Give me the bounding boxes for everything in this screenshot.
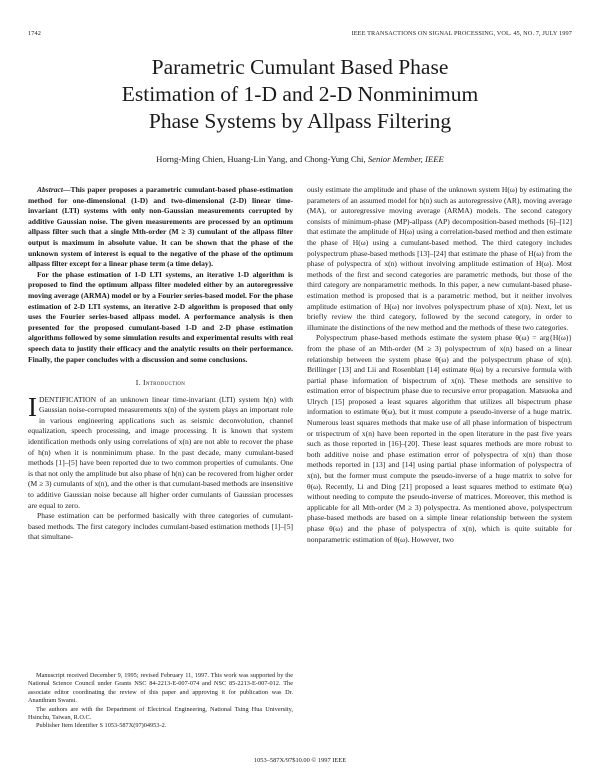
abstract-paragraph: For the phase estimation of 1-D LTI systems, an iterative 1-D algorithm is proposed to find the optimum allpass filter modeled either by an autoregressive moving average (ARMA) model or by a Fourier series-based model. For the phase estimation of 2-D LTI systems, an iterative 2-D algorithm is proposed that only uses the Fourier series-based allpass model. A performance analysis is then presented for the proposed cumulant-based 1-D and 2-D phase estimation algorithms followed by some simulation results and experimental results with real speech data to justify their efficacy and the analytic results on their performance. Finally, the paper concludes with a discussion and some conclusions. xyxy=(28,269,293,364)
journal-header: IEEE TRANSACTIONS ON SIGNAL PROCESSING, VOL. 45, NO. 7, JULY 1997 xyxy=(351,30,572,37)
title-line: Phase Systems by Allpass Filtering xyxy=(148,109,452,133)
section-heading: I. Introduction xyxy=(135,378,186,388)
body-paragraph: Phase estimation can be performed basically with three categories of cumulant-based methods. The first category includes cumulant-based estimation methods [1]–[5] that simultane- xyxy=(28,511,293,542)
author-membership: Senior Member, IEEE xyxy=(367,154,444,164)
paper-title xyxy=(40,54,560,135)
body-paragraph: Polyspectrum phase-based methods estimate the system phase θ(ω) = arg{H(ω)} from the phase of an Mth-order (M ≥ 3) polyspectrum of x(n) based on a linear relationship between the system phase θ(ω) and the polyspectrum phase of x(n). Brillinger [13] and Lii and Rosenblatt [14] estimate θ(ω) by a recursive formula with partial phase information of bispectrum of x(n). These methods are sensitive to estimation error of bispectrum phase due to recursive error propagation. Matsuoka and Ulrych [15] proposed a least squares algorithm that utilizes all bispectrum phase information to estimate θ(ω), but it must compute a pseudo-inverse of a huge matrix. Numerous least squares methods that make use of all phase information of bispectrum or trispectrum of x(n) have been reported in the open literature in the past five years such as those reported in [16]–[20]. These least squares methods are more robust to both additive noise and phase estimation error of polyspectra of x(n) than those methods reported in [13] and [14] using partial phase information of polyspectra of x(n), but the former must compute the pseudo-inverse of a huge matrix to solve for θ(ω). Recently, Li and Ding [21] proposed a least squares method to estimate θ(ω) without needing to compute the pseudo-inverse of matrices. Moreover, this method is applicable for all Mth-order (M ≥ 3) polyspectra. As mentioned above, polyspectrum phase-based methods are based on a simple linear relationship between the system phase θ(ω) and the phase of polyspectra of x(n), which is quite suitable for nonparametric estimation of θ(ω). However, two xyxy=(307,333,572,544)
left-column xyxy=(28,185,293,543)
copyright-footer: 1053–587X/97$10.00 © 1997 IEEE xyxy=(253,757,347,764)
body-paragraph: ously estimate the amplitude and phase of the unknown system H(ω) by estimating the parameters of an assumed model for h(n) such as autoregressive (AR), moving average (MA), or autoregressive moving average (ARMA) models. The second category consists of minimum-phase (MP)-allpass (AP) decomposition-based methods [6]–[12] that estimate the amplitude of H(ω) using a correlation-based method and then estimate the phase of H(ω) using a cumulant-based method. The third category includes polyspectrum phase-based methods [13]–[24] that estimate the phase of H(ω) from the phase of polyspectra of x(n) without involving amplitude estimation of H(ω). Most methods of the first and second categories are parametric methods, but those of the third category are nonparametric methods. In this paper, a new cumulant-based phase-estimation method is proposed that is a parametric method, but it neither involves amplitude estimation of H(ω) nor involves polyspectrum phase of x(n). Next, let us briefly review the third category, followed by the second category, in order to illuminate the distinctions of the new method and the methods of these two categories. xyxy=(307,185,572,332)
abstract-lead: Abstract— xyxy=(37,185,71,194)
title-line: Estimation of 1-D and 2-D Nonminimum xyxy=(121,82,479,106)
page-number: 1742 xyxy=(28,30,41,37)
footnote: Manuscript received December 9, 1995; revised February 11, 1997. This work was supported by the National Science Council under Grants NSC 84-2213-E-007-074 and NSC 85-2213-E-007-012. The associate editor coordinating the review of this paper and approving it for publication was Dr. Ananthram Swami. xyxy=(28,672,293,705)
abstract xyxy=(28,185,293,365)
footnote: Publisher Item Identifier S 1053-587X(97)04953-2. xyxy=(36,722,167,730)
title-line: Parametric Cumulant Based Phase xyxy=(151,55,449,79)
right-column xyxy=(307,185,572,545)
body-paragraph: IDENTIFICATION of an unknown linear time-invariant (LTI) system h(n) with Gaussian noise-corrupted measurements x(n) of the system plays an important role in various engineering applications such as seismic deconvolution, channel equalization, speech processing, and image processing. It is known that system identification methods only using correlations of x(n) are not able to recover the phase of h(n) when it is nonminimum phase. In the past decade, many cumulant-based methods [1]–[5] have been reported due to two common properties of cumulants. One is that not only the amplitude but also phase of h(n) can be recovered from higher order (M ≥ 3) cumulants of x(n), and the other is that cumulant-based methods are insensitive to additive Gaussian noise because all higher order cumulants of Gaussian processes are equal to zero. xyxy=(28,391,293,510)
abstract-paragraph: Abstract—This paper proposes a parametric cumulant-based phase-estimation method for one-dimensional (1-D) and two-dimensional (2-D) linear time-invariant (LTI) systems with only non-Gaussian measurements corrupted by additive Gaussian noise. The given measurements are processed by an optimum allpass filter such that a single Mth-order (M ≥ 3) cumulant of the allpass filter output is maximum in absolute value. It can be shown that the phase of the unknown system of interest is equal to the negative of the phase of the optimum allpass filter except for a linear phase term (a time delay). xyxy=(28,185,293,269)
drop-cap: I xyxy=(28,391,37,422)
author-line xyxy=(40,154,560,164)
footnote: The authors are with the Department of Electrical Engineering, National Tsing Hua University, Hsinchu, Taiwan, R.O.C. xyxy=(28,705,293,722)
running-header xyxy=(28,30,572,42)
footnotes xyxy=(28,672,293,731)
author-names: Horng-Ming Chien, Huang-Lin Yang, and Chong-Yung Chi, xyxy=(156,154,366,164)
